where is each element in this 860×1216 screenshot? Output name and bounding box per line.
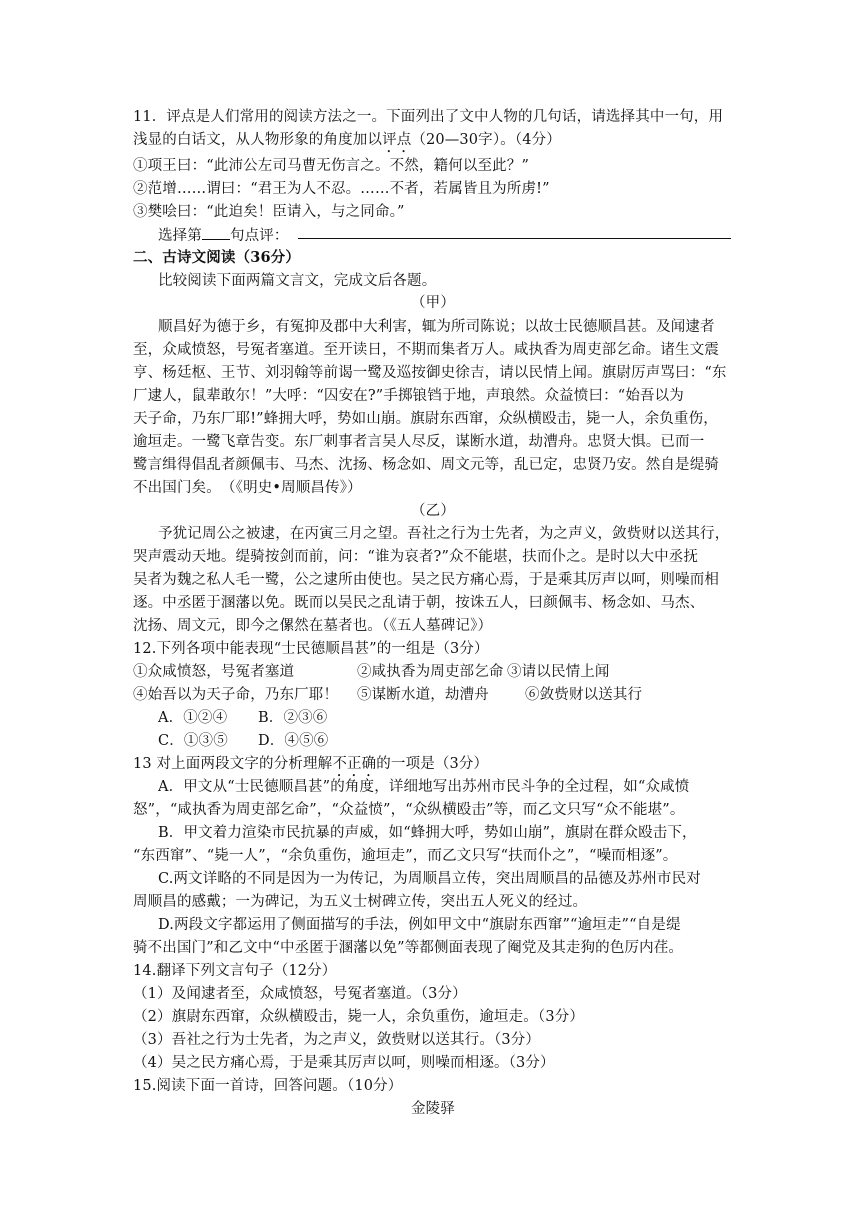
q13-option-a: A．甲文从“士民德顺昌甚”的角度，详细地写出苏州市民斗争的全过程，如“众咸愤 bbox=[158, 779, 690, 795]
q13-option-a-cont: 怒”，“咸执香为周吏部乞命”，“众益愤”，“众纵横殴击”等，而乙文只写“众不能堪”。 bbox=[133, 802, 685, 818]
q12-items-row1: ①众咸愤怒，号冤者塞道 ②咸执香为周吏部乞命 ③请以民情上闻 bbox=[133, 664, 610, 680]
q14-item: （2）旗尉东西窜，众纵横殴击，毙一人，余负重伤，逾垣走。（3分） bbox=[133, 1009, 584, 1025]
emphasis-dots: 评点 bbox=[382, 132, 412, 148]
q11-stem-line1: 11．评点是人们常用的阅读方法之一。下面列出了文中人物的几句话，请选择其中一句，用 bbox=[133, 109, 724, 125]
q13-option-b: B．甲文着力渲染市民抗暴的声威，如“蜂拥大呼，势如山崩”，旗尉在群众殴击下， bbox=[158, 825, 697, 841]
q12-stem: 12.下列各项中能表现“士民德顺昌甚”的一组是（3分） bbox=[133, 641, 489, 657]
q14-item: （4）吴之民方痛心焉，于是乘其厉声以呵，则噪而相逐。（3分） bbox=[133, 1055, 555, 1071]
poem-title: 金陵驿 bbox=[411, 1101, 455, 1117]
passage-jia-label: （甲） bbox=[411, 295, 455, 311]
passage-jia-line: 天子命，乃东厂耶!”蜂拥大呼，势如山崩。旗尉东西窜，众纵横殴击，毙一人，余负重伤， bbox=[133, 411, 718, 427]
choice-a[interactable]: A．①②④ bbox=[158, 710, 228, 726]
passage-jia-line: 亨、杨廷枢、王节、刘羽翰等前谒一鹭及巡按御史徐吉，请以民情上闻。旗尉厉声骂曰：“东 bbox=[133, 365, 727, 381]
q13-option-c-cont: 周顺昌的感戴；一为碑记，为五义士树碑立传，突出五人死义的经过。 bbox=[133, 894, 588, 910]
passage-jia-line: 至，众咸愤怒，号冤者塞道。至开读日，不期而集者万人。咸执香为周吏部乞命。诸生文震 bbox=[133, 342, 719, 358]
passage-jia-line: 逾垣走。一鹭飞章告变。东厂刺事者言吴人尽反，谋断水道，劫漕舟。忠贤大惧。已而一 bbox=[133, 434, 705, 450]
passage-jia-line: 不出国门矣。 （《明史•周顺昌传》） bbox=[133, 480, 362, 496]
q13-option-d-cont: 骑不出国门”和乙文中“中丞匿于溷藩以免”等都侧面表现了阉党及其走狗的色厉内荏。 bbox=[133, 940, 684, 956]
choice-c[interactable]: C．①③⑤ bbox=[158, 733, 228, 749]
passage-jia-line: 顺昌好为德于乡，有冤抑及郡中大利害，辄为所司陈说；以故士民德顺昌甚。及闻逮者 bbox=[158, 319, 715, 335]
q13-stem: 13 对上面两段文字的分析理解不正确的一项是（3分） bbox=[133, 756, 489, 772]
q15-stem: 15.阅读下面一首诗，回答问题。（10分） bbox=[133, 1078, 403, 1094]
answer-rule[interactable] bbox=[298, 238, 731, 239]
passage-yi-line: 予犹记周公之被逮，在丙寅三月之望。吾社之行为士先者，为之声义，敛赀财以送其行， bbox=[158, 526, 730, 542]
choice-d[interactable]: D．④⑤⑥ bbox=[258, 733, 329, 749]
passage-yi-line: 逐。中丞匿于溷藩以免。既而以吴民之乱请于朝，按诛五人，曰颜佩韦、杨念如、马杰、 bbox=[133, 595, 705, 611]
q12-choices-cd bbox=[158, 731, 758, 751]
blank-underline[interactable] bbox=[202, 225, 230, 240]
q13-option-b-cont: “东西窜”、“毙一人”，“余负重伤，逾垣走”，而乙文只写“扶而仆之”，“噪而相逐”。 bbox=[133, 848, 678, 864]
passage-yi-line: 哭声震动天地。缇骑按剑而前，问：“谁为哀者?”众不能堪，扶而仆之。是时以大中丞抚 bbox=[133, 549, 699, 565]
passage-jia-line: 厂逮人，鼠辈敢尔！”大呼：“囚安在?”手掷锒铛于地，声琅然。众益愤曰：“始吾以为 bbox=[133, 388, 684, 404]
passage-jia-line: 鹭言缉得倡乱者颜佩韦、马杰、沈扬、杨念如、周文元等，乱已定，忠贤乃安。然自是缇骑 bbox=[133, 457, 719, 473]
passage-yi-line: 吴者为魏之私人毛一鹭，公之逮所由使也。吴之民方痛心焉，于是乘其厉声以呵，则噪而相 bbox=[133, 572, 719, 588]
q12-items-row2: ④始吾以为天子命，乃东厂耶！ ⑤谋断水道，劫漕舟 ⑥敛赀财以送其行 bbox=[133, 687, 643, 703]
q13-option-d: D.两段文字都运用了侧面描写的手法，例如甲文中“旗尉东西窜”“逾垣走”“自是缇 bbox=[158, 917, 681, 933]
passage-yi-line: 沈扬、周文元，即今之傫然在墓者也。（《五人墓碑记》） bbox=[133, 618, 493, 634]
q14-item: （3）吾社之行为士先者，为之声义，敛赀财以送其行。（3分） bbox=[133, 1032, 541, 1048]
section-intro: 比较阅读下面两篇文言文，完成文后各题。 bbox=[158, 273, 437, 289]
q11-stem-line2: 浅显的白话文，从人物形象的角度加以评点（20—30字）。（4分） bbox=[133, 132, 561, 148]
q11-option-3: ③樊哙曰：“此迫矣！臣请入，与之同命。” bbox=[133, 204, 405, 220]
passage-yi-label: （乙） bbox=[411, 503, 455, 519]
q11-answer-line: 选择第 句点评： bbox=[158, 225, 758, 246]
q13-option-c: C.两文详略的不同是因为一为传记，为周顺昌立传，突出周顺昌的品德及苏州市民对 bbox=[158, 871, 701, 887]
q14-stem: 14.翻译下列文言句子（12分） bbox=[133, 963, 337, 979]
emphasis-dots: 不正确 bbox=[332, 756, 377, 772]
q14-item: （1）及闻逮者至，众咸愤怒，号冤者塞道。（3分） bbox=[133, 986, 467, 1002]
q12-choices-ab bbox=[158, 708, 758, 728]
section-title: 二、古诗文阅读（36分） bbox=[133, 249, 300, 266]
q11-option-1: ①项王曰：“此沛公左司马曹无伤言之。不然，籍何以至此？” bbox=[133, 158, 530, 174]
choice-b[interactable]: B．②③⑥ bbox=[258, 710, 328, 726]
q11-option-2: ②范增……谓曰：“君王为人不忍。……不者，若属皆且为所虏!” bbox=[133, 181, 550, 197]
